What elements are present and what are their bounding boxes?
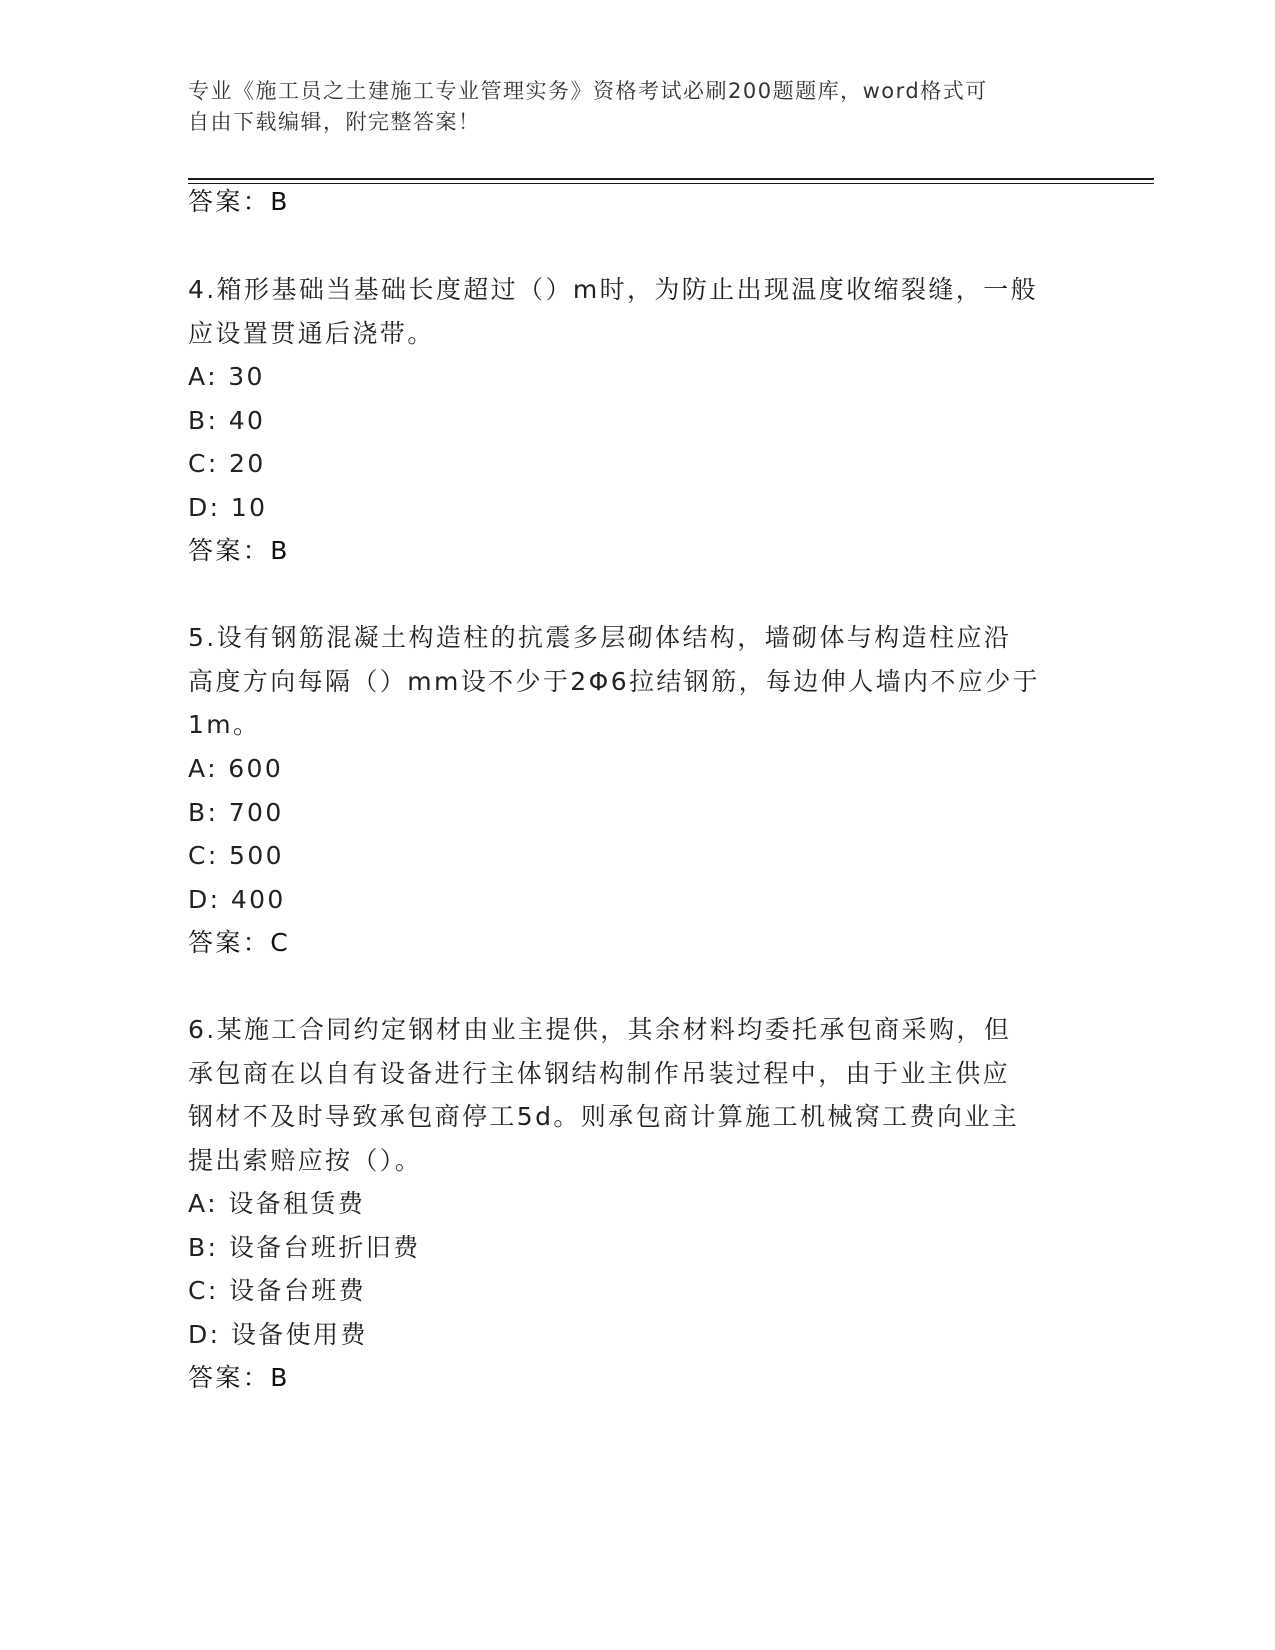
question-6-option-d: D: 设备使用费 bbox=[188, 1320, 368, 1349]
question-4-option-d: D: 10 bbox=[188, 493, 268, 522]
question-4-text-line-2: 应设置贯通后浇带。 bbox=[188, 319, 435, 348]
question-5-answer: 答案：C bbox=[188, 928, 291, 957]
question-5-text-line-1: 5.设有钢筋混凝土构造柱的抗震多层砌体结构，墙砌体与构造柱应沿 bbox=[188, 623, 1012, 652]
question-6-text-line-4: 提出索赔应按（）。 bbox=[188, 1146, 423, 1175]
question-4-option-a: A: 30 bbox=[188, 362, 265, 391]
question-5-option-c: C: 500 bbox=[188, 841, 284, 870]
question-5-option-a: A: 600 bbox=[188, 754, 284, 783]
question-6-text-line-3: 钢材不及时导致承包商停工5d。则承包商计算施工机械窝工费向业主 bbox=[188, 1102, 1020, 1131]
question-4-text-line-1: 4.箱形基础当基础长度超过（）m时，为防止出现温度收缩裂缝，一般 bbox=[188, 275, 1039, 304]
document-header bbox=[188, 76, 1068, 138]
question-4-option-c: C: 20 bbox=[188, 449, 266, 478]
question-4-answer: 答案：B bbox=[188, 536, 290, 565]
question-6-option-a: A: 设备租赁费 bbox=[188, 1189, 366, 1218]
header-divider-thin bbox=[188, 183, 1154, 184]
question-6-answer: 答案：B bbox=[188, 1363, 290, 1392]
header-line-2: 自由下载编辑，附完整答案！ bbox=[188, 110, 481, 134]
question-6-option-b: B: 设备台班折旧费 bbox=[188, 1233, 421, 1262]
header-line-1: 专业《施工员之土建施工专业管理实务》资格考试必刷200题题库，word格式可 bbox=[188, 79, 988, 103]
question-5-option-d: D: 400 bbox=[188, 885, 286, 914]
header-divider-thick bbox=[188, 178, 1154, 180]
question-6-text-line-1: 6.某施工合同约定钢材由业主提供，其余材料均委托承包商采购，但 bbox=[188, 1015, 1012, 1044]
question-6-option-c: C: 设备台班费 bbox=[188, 1276, 367, 1305]
question-6-text-line-2: 承包商在以自有设备进行主体钢结构制作吊装过程中，由于业主供应 bbox=[188, 1059, 1011, 1088]
question-4-option-b: B: 40 bbox=[188, 406, 266, 435]
question-5-text-line-2: 高度方向每隔（）mm设不少于2Φ6拉结钢筋，每边伸人墙内不应少于 bbox=[188, 667, 1040, 696]
question-5-option-b: B: 700 bbox=[188, 798, 284, 827]
previous-answer: 答案：B bbox=[188, 187, 290, 216]
question-5-text-line-3: 1m。 bbox=[188, 710, 261, 739]
